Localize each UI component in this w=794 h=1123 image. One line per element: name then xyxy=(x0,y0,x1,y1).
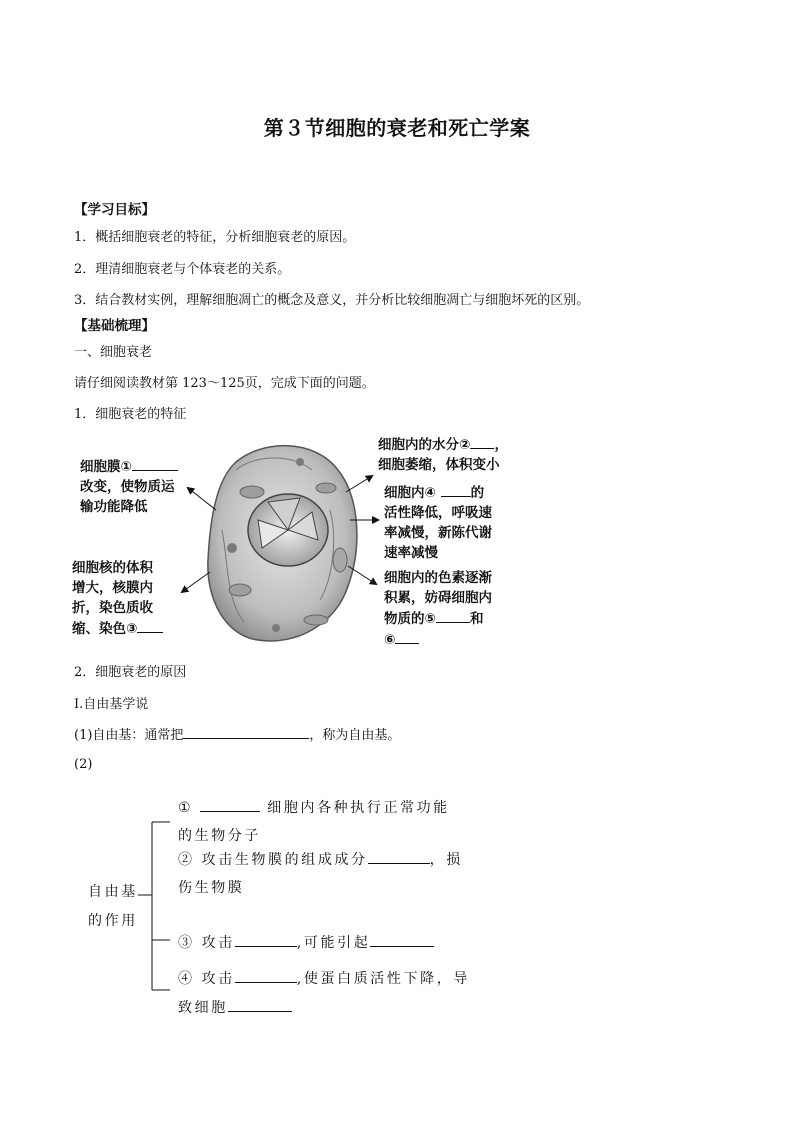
free-radical-role-label-line2: 的作用 xyxy=(88,913,138,929)
page-title: 第３节细胞的衰老和死亡学案 xyxy=(263,116,531,140)
objectives-heading: 【学习目标】 xyxy=(74,202,155,218)
question-2-1: (1)自由基：通常把 ，称为自由基。 xyxy=(74,728,401,743)
free-radical-role-label-line1: 自由基 xyxy=(88,884,138,900)
question-2-heading: 2．细胞衰老的原因 xyxy=(74,665,187,680)
role-item-3: ③ 攻击 ,可能引起 xyxy=(178,932,434,952)
free-radical-theory-heading: Ⅰ.自由基学说 xyxy=(74,697,149,712)
label-cell-membrane: 细胞膜① 改变，使物质运 输功能降低 xyxy=(80,456,178,517)
objective-item-1: 1．概括细胞衰老的特征，分析细胞衰老的原因。 xyxy=(74,230,356,245)
question-1-heading: 1．细胞衰老的特征 xyxy=(74,407,187,422)
arrow-to-membrane-label xyxy=(188,488,216,510)
bracket xyxy=(138,822,170,990)
label-nucleus: 细胞核的体积 增大，核膜内 折，染色质收 缩、染色③ xyxy=(72,558,163,639)
label-water-content: 细胞内的水分② ， 细胞萎缩，体积变小 xyxy=(378,434,508,475)
aged-cell-illustration xyxy=(208,446,357,641)
question-2-2: (2) xyxy=(74,757,93,772)
reading-instruction: 请仔细阅读教材第 123～125页，完成下面的问题。 xyxy=(74,376,375,391)
role-item-4: ④ 攻击 ,使蛋白质活性下降，导 xyxy=(178,968,470,988)
arrow-to-nucleus-label xyxy=(182,572,210,592)
role-item-2: ② 攻击生物膜的组成成分 ，损 xyxy=(178,849,463,869)
arrow-to-water-label xyxy=(346,476,372,492)
part-heading-cell-aging: 一、细胞衰老 xyxy=(74,345,153,360)
role-item-2-cont: 伤生物膜 xyxy=(178,880,245,896)
role-item-1-cont: 的生物分子 xyxy=(178,828,261,844)
label-pigment: 细胞内的色素逐渐 积累，妨碍细胞内 物质的⑤ 和 ⑥ xyxy=(384,570,492,648)
role-item-4-cont: 致细胞 xyxy=(178,997,292,1017)
basics-heading: 【基础梳理】 xyxy=(74,318,155,334)
role-item-1: ① 细胞内各种执行正常功能 xyxy=(178,797,450,817)
label-enzyme-activity: 细胞内④ 的 活性降低，呼吸速 率减慢，新陈代谢 速率减慢 xyxy=(384,482,492,563)
objective-item-3: 3．结合教材实例，理解细胞凋亡的概念及意义，并分析比较细胞凋亡与细胞坏死的区别。 xyxy=(74,293,590,308)
objective-item-2: 2．理清细胞衰老与个体衰老的关系。 xyxy=(74,262,291,277)
